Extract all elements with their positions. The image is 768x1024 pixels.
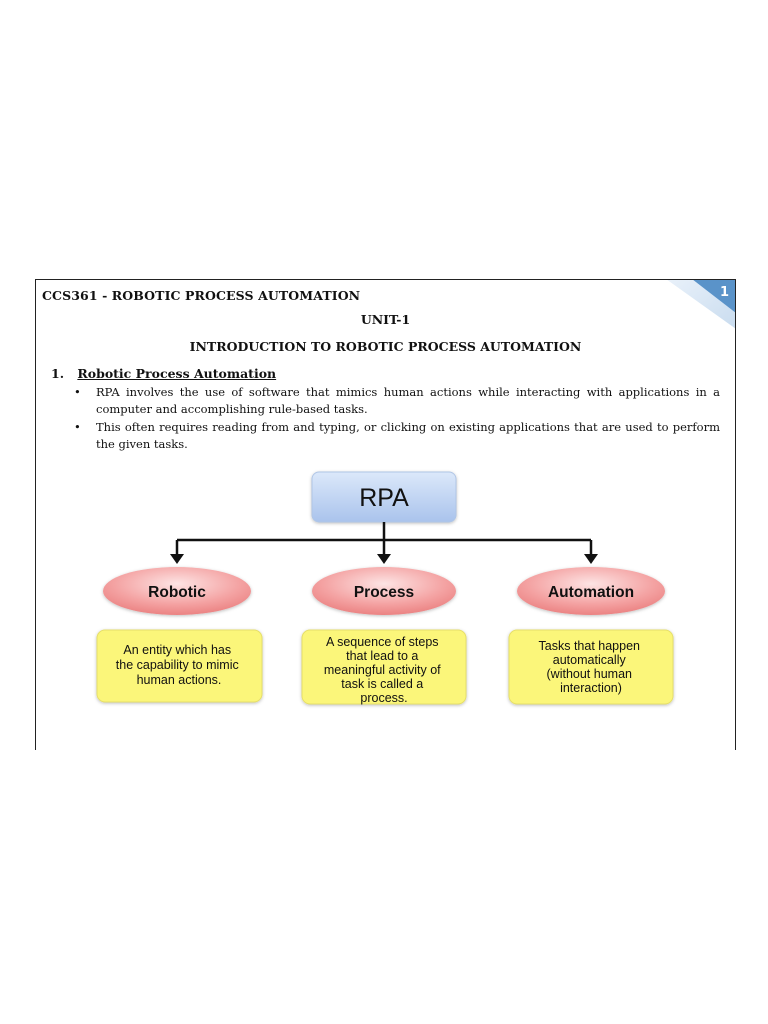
description-line: task is called a — [341, 677, 424, 691]
bullet-icon: • — [74, 385, 81, 399]
description-line: (without human — [546, 667, 632, 681]
description-line: automatically — [552, 653, 626, 667]
unit-title: UNIT-1 — [360, 312, 411, 327]
page-number: 1 — [719, 285, 729, 300]
section-title: Robotic Process Automation — [77, 366, 277, 381]
description-box-automation — [509, 630, 673, 704]
intro-title: INTRODUCTION TO ROBOTIC PROCESS AUTOMATION — [189, 339, 582, 354]
description-line: process. — [360, 691, 408, 705]
document-page — [35, 279, 736, 750]
branch-process — [312, 567, 456, 615]
description-line: meaningful activity of — [323, 663, 441, 677]
connector-arrowheads — [170, 554, 598, 564]
connector-lines — [177, 522, 591, 556]
bullet-text: RPA involves the use of software that mimics human actions while interacting with applications in a computer and accomplishing rule-based tasks. — [96, 385, 720, 416]
arrow-down-icon — [377, 554, 391, 564]
description-box-robotic — [97, 630, 262, 702]
description-line: An entity which has — [123, 643, 232, 657]
description-line: Tasks that happen — [538, 639, 640, 653]
description-line: A sequence of steps — [325, 635, 439, 649]
description-line: interaction) — [560, 681, 622, 695]
description-line: human actions. — [136, 673, 222, 687]
arrow-down-icon — [584, 554, 598, 564]
root-node — [312, 472, 456, 522]
branch-automation — [517, 567, 665, 615]
description-box-process — [302, 630, 466, 705]
bullet-text: This often requires reading from and typing, or clicking on existing applications that are used to perform the given tasks. — [96, 420, 720, 451]
description-line: the capability to mimic — [115, 658, 239, 672]
description-line: that lead to a — [346, 649, 419, 663]
root-label: RPA — [359, 484, 409, 512]
branch-robotic — [103, 567, 251, 615]
branch-label: Process — [353, 584, 415, 601]
bullet-icon: • — [74, 420, 81, 434]
arrow-down-icon — [170, 554, 184, 564]
course-title: CCS361 - ROBOTIC PROCESS AUTOMATION — [42, 288, 361, 303]
section-number: 1. — [51, 366, 65, 381]
rpa-diagram — [36, 280, 735, 750]
branch-label: Automation — [547, 584, 635, 601]
branch-label: Robotic — [148, 584, 206, 601]
